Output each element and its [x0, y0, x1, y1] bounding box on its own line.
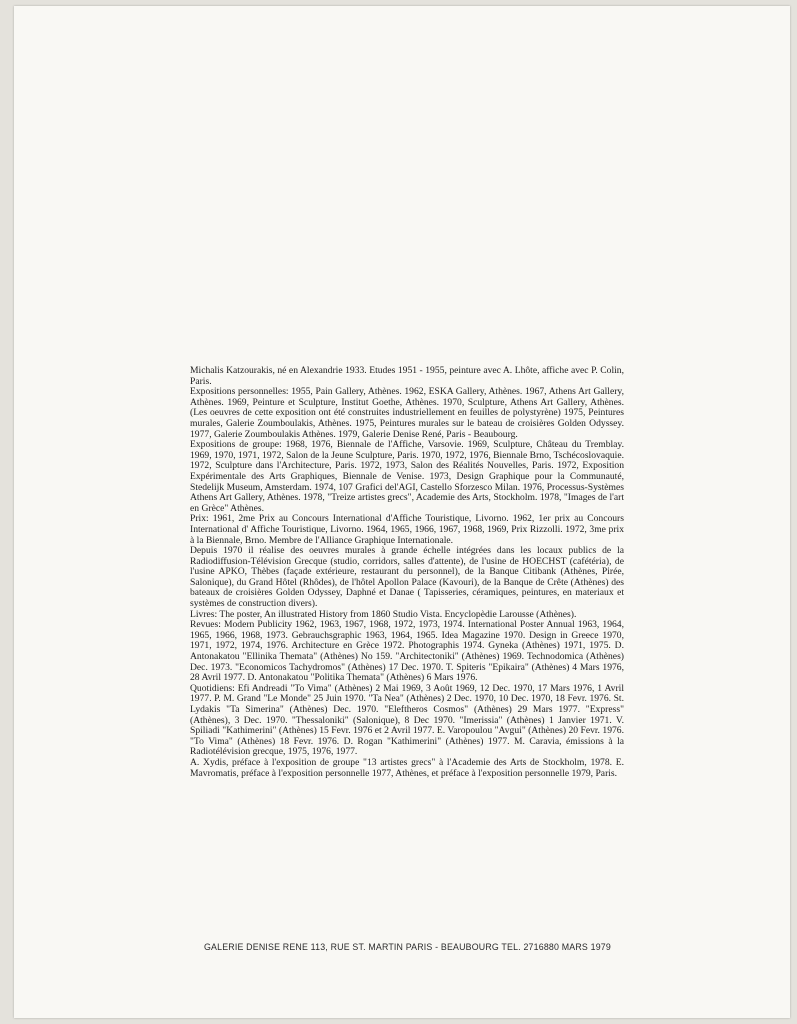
catalogue-page — [14, 6, 790, 1018]
reviews-paragraph: Revues: Modern Publicity 1962, 1963, 1967, 1968, 1972, 1973, 1974. International Poster Annual 1963, 1964, 1965, 1966, 1968, 1973. Gebrauchsgraphic 1963, 1964, 1965. Idea Magazine 1970. Design in Greece 1970, 1971, 1972, 1974, 1976. Architecture en Grèce 1972. Photographis 1974. Gyneka (Athènes) 1971, 1975. D. Antonakatou "Ellinika Themata" (Athènes) No 159. "Architectoniki" (Athènes) 1969. Technodomica (Athènes) Dec. 1973. "Economicos Tachydromos" (Athènes) 17 Dec. 1970. T. Spiteris "Epikaira" (Athènes) 4 Mars 1976, 28 Avril 1977. D. Antonakatou "Politika Themata" (Athènes) 6 Mars 1976. — [190, 619, 624, 684]
prizes-paragraph: Prix: 1961, 2me Prix au Concours International d'Affiche Touristique, Livorno. 1962, 1er prix au Concours International d' Affiche Touristique, Livorno. 1964, 1965, 1966, 1967, 1968, 1969, Prix Rizzolli. 1972, 3me prix à la Biennale, Brno. Membre de l'Alliance Graphique Internationale. — [190, 513, 624, 546]
prefaces-paragraph: A. Xydis, préface à l'exposition de groupe "13 artistes grecs" à l'Academie des Arts de Stockholm, 1978. E. Mavromatis, préface à l'exposition personnelle 1977, Athènes, et préface à l'exposition personnelle 1979, Paris. — [190, 756, 624, 779]
murals-paragraph: Depuis 1970 il réalise des oeuvres murales à grande échelle intégrées dans les locaux publics de la Radiodiffusion-Télévision Grecque (studio, corridors, salles d'attente), de l'usine de HOECHST (cafétéria), de l'usine APKO, Thèbes (façade extérieure, restaurant du personnel), de la Banque Citibank (Athènes, Pirée, Salonique), du Grand Hôtel (Rhôdes), de l'hôtel Apollon Palace (Kavouri), de la Banque de Crête (Athènes) des bateaux de croisières Golden Odyssey, Daphné et Danae ( Tapisseries, céramiques, peintures, en materiaux et systèmes de construction divers). — [190, 545, 624, 610]
books-paragraph: Livres: The poster, An illustrated History from 1860 Studio Vista. Encyclopèdie Larousse (Athènes). — [190, 608, 577, 620]
group-exhibitions-paragraph: Expositions de groupe: 1968, 1976, Biennale de l'Affiche, Varsovie. 1969, Sculpture, Château du Tremblay. 1969, 1970, 1971, 1972, Salon de la Jeune Sculpture, Paris. 1970, 1972, 1976, Biennale Brno, Tschécoslovaquie. 1972, Sculpture dans l'Architecture, Paris. 1972, 1973, Salon des Réalités Nouvelles, Paris. 1972, Exposition Expérimentale des Arts Graphiques, Biennale de Venise. 1973, Design Graphique pour la Communauté, Stedelijk Museum, Amsterdam. 1974, 107 Grafici del'AGI, Castello Sforzesco Milan. 1976, Processus-Systèmes Athens Art Gallery, Athènes. 1978, "Treize artistes grecs", Academie des Arts, Stockholm. 1978, "Images de l'art en Grèce" Athènes. — [190, 439, 624, 514]
bio-intro: Michalis Katzourakis, né en Alexandrie 1933. Etudes 1951 - 1955, peinture avec A. Lhôte, affiche avec P. Colin, Paris. — [190, 365, 624, 387]
gallery-footer: GALERIE DENISE RENE 113, RUE ST. MARTIN PARIS - BEAUBOURG TEL. 2716880 MARS 1979 — [204, 942, 611, 953]
newspapers-paragraph: Quotidiens: Efi Andreadi "To Vima" (Athènes) 2 Mai 1969, 3 Août 1969, 12 Dec. 1970, 17 Mars 1976, 1 Avril 1977. P. M. Grand "Le Monde" 25 Juin 1970. "Ta Nea" (Athènes) 2 Dec. 1970, 10 Dec. 1970, 18 Fevr. 1976. St. Lydakis "Ta Simerina" (Athènes) Dec. 1970. "Eleftheros Cosmos" (Athènes) 29 Mars 1977. "Express" (Athènes), 3 Dec. 1970. "Thessaloniki" (Salonique), 8 Dec 1970. "Imerissia" (Athènes) 1 Janvier 1971. V. Spiliadi "Kathimerini" (Athènes) 15 Fevr. 1976 et 2 Avril 1977. E. Varopoulou "Avgui" (Athènes) 20 Fevr. 1976. "To Vima" (Athènes) 18 Fevr. 1976. D. Rogan "Kathimerini" (Athènes) 1977. M. Caravia, émissions à la Radiotélévision grecque, 1975, 1976, 1977. — [190, 682, 624, 758]
solo-exhibitions-paragraph: Expositions personnelles: 1955, Pain Gallery, Athènes. 1962, ESKA Gallery, Athènes. 1967, Athens Art Gallery, Athènes. 1969, Peinture et Sculpture, Institut Goethe, Athènes. 1970, Sculpture, Athens Art Gallery, Athènes. (Les oeuvres de cette exposition ont été construites industriellement en feuilles de polystyrène) 1975, Peintures murales, Galerie Zoumboulakis, Athènes. 1975, Peintures murales sur le bateau de croisières Golden Odyssey. 1977, Galerie Zoumboulakis Athènes. 1979, Galerie Denise René, Paris - Beaubourg. — [190, 386, 624, 440]
artist-biography — [190, 366, 624, 779]
